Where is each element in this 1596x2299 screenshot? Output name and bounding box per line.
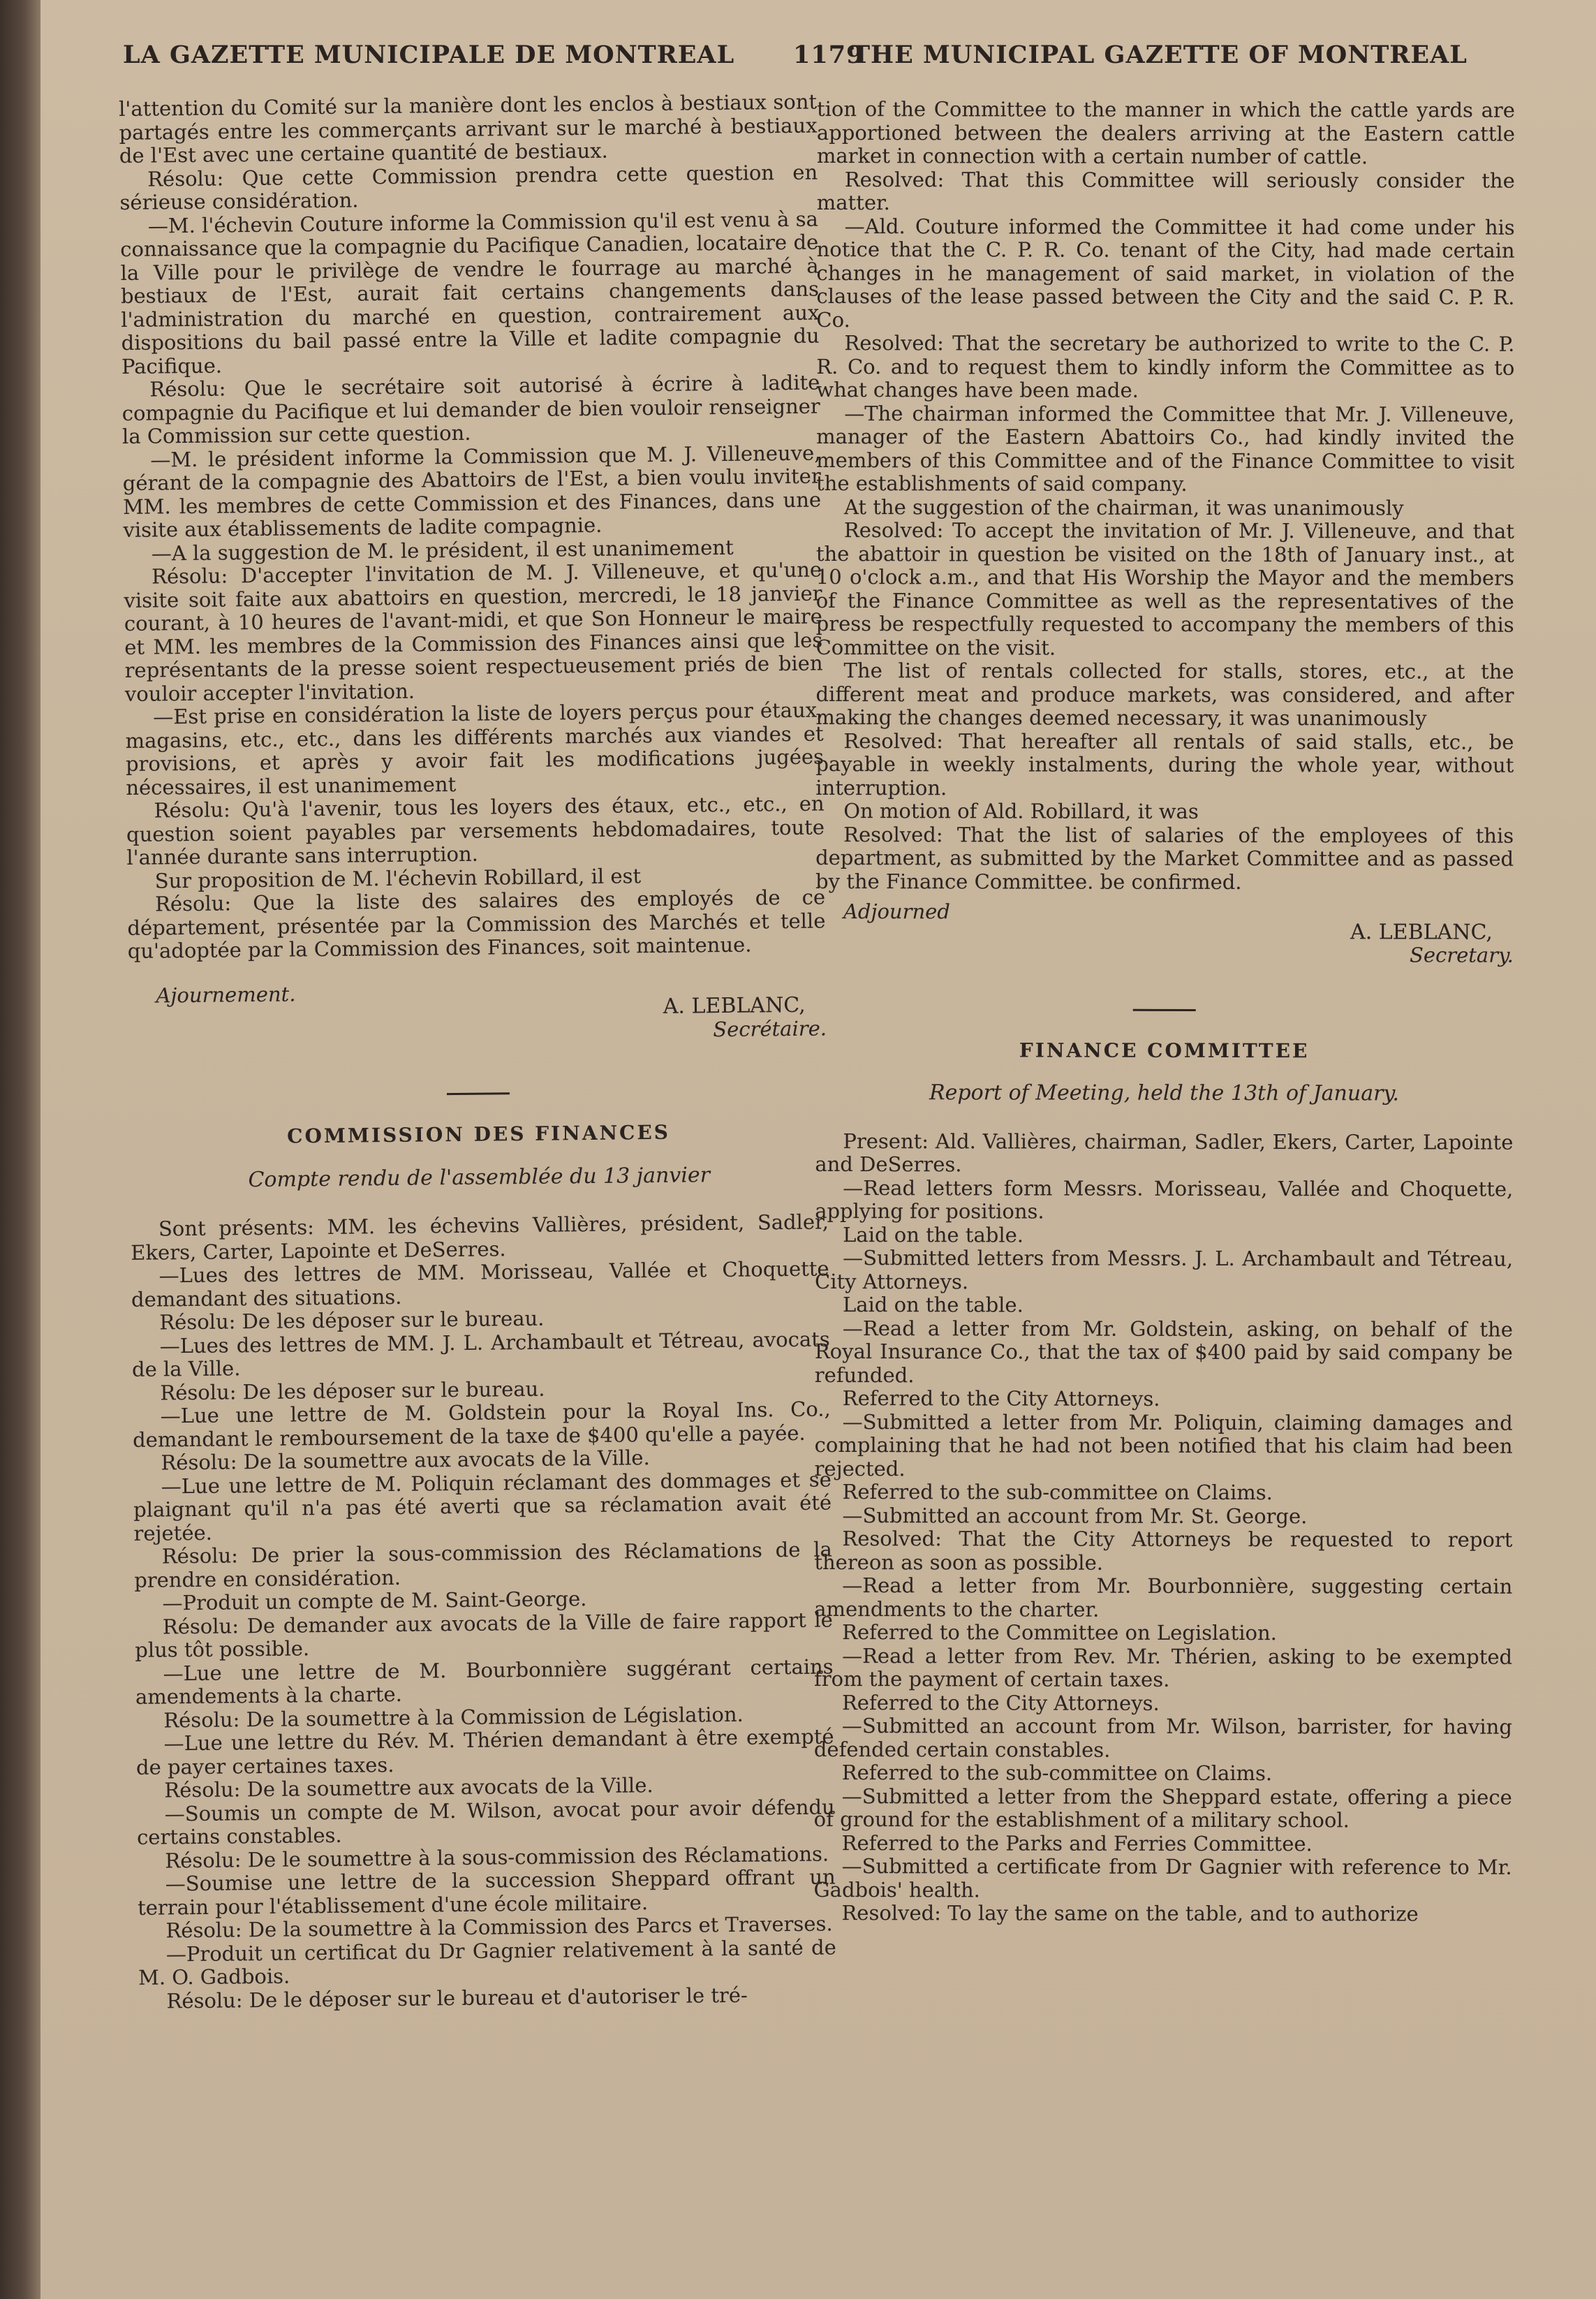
book-spine	[0, 0, 40, 2299]
paragraph: Résolu: Que la liste des salaires des employés de ce département, présentée par la Commission des Marchés et telle qu'adoptée par la Commission des Finances, soit maintenue.	[127, 885, 826, 963]
page-number: 1179	[793, 41, 864, 69]
section-divider	[447, 1092, 510, 1095]
signature-title: Secrétaire.	[713, 1015, 827, 1041]
adjournment: Adjourned	[843, 899, 950, 924]
paragraph: Sont présents: MM. les échevins Vallières, président, Sadler, Ekers, Carter, Lapointe et DeSerres.	[131, 1210, 829, 1265]
paragraph: Referred to the City Attorneys.	[841, 1690, 1160, 1715]
section-title: FINANCE COMMITTEE	[1019, 1038, 1310, 1062]
paragraph: Résolu: De le soumettre à la sous-commission des Réclamations.	[165, 1841, 829, 1872]
paragraph: —Submitted a letter from Mr. Poliquin, claiming damages and complaining that he had not been notified that his claim had been rejected.	[814, 1409, 1513, 1481]
paragraph: —M. l'échevin Couture informe la Commission qu'il est venu à sa connaissance que la compagnie du Pacifique Canadien, locataire de la Ville pour le privilège de vendre le fourrage au marché à bestiaux de l'Est, aurait fait certains changements dans l'administration du marché en question, contrairement aux dispositions du bail passé entre la Ville et ladite compagnie du Pacifique.	[120, 207, 820, 379]
gazette-page	[40, 0, 1596, 2299]
english-column	[813, 97, 1516, 1926]
paragraph: —Submitted an account from Mr. Wilson, barrister, for having defended certain constables.	[813, 1714, 1512, 1762]
paragraph: Résolu: Que cette Commission prendra cette question en sérieuse considération.	[119, 160, 818, 214]
section-subtitle: Compte rendu de l'assemblée du 13 janvier	[248, 1162, 711, 1192]
paragraph: Résolu: De prier la sous-commission des Réclamations de la prendre en considération.	[134, 1537, 832, 1592]
paragraph: Referred to the sub-committee on Claims.	[841, 1761, 1273, 1786]
signature-title: Secretary.	[1409, 943, 1514, 967]
paragraph: —Read a letter from Rev. Mr. Thérien, asking to be exempted from the payment of certain taxes.	[814, 1643, 1513, 1691]
paragraph: Résolu: D'accepter l'invitation de M. J. Villeneuve, et qu'une visite soit faite aux abattoirs en question, mercredi, le 18 janvier courant, à 10 heures de l'avant-midi, et que Son Honneur le maire et MM. les membres de la Commission des Finances ainsi que les représentants de la presse soient respectueusement priés de bien vouloir accepter l'invitation.	[124, 557, 823, 706]
page-header	[40, 41, 1596, 82]
paragraph: Referred to the Parks and Ferries Committee.	[841, 1830, 1313, 1856]
paragraph: —Lue une lettre de M. Poliquin réclamant des dommages et se plaignant qu'il n'a pas été averti que sa réclamation avait été rejetée.	[133, 1467, 832, 1545]
paragraph: Resolved: That hereafter all rentals of said stalls, etc., be payable in weekly instalments, during the whole year, without interruption.	[815, 728, 1514, 800]
english-market-minutes	[815, 98, 1515, 895]
header-english-title: THE MUNICIPAL GAZETTE OF MONTREAL	[852, 41, 1468, 69]
paragraph: —A la suggestion de M. le président, il est unanimement	[151, 535, 734, 566]
paragraph: tion of the Committee to the manner in which the cattle yards are apportioned between the dealers arriving at the Eastern cattle market in connection with a certain number of cattle.	[816, 97, 1516, 169]
section-subtitle: Report of Meeting, held the 13th of January.	[929, 1080, 1399, 1106]
paragraph: On motion of Ald. Robillard, it was	[843, 799, 1199, 823]
paragraph: —Ald. Couture informed the Committee it had come under his notice that the C. P. R. Co. tenant of the City, had made certain changes in he management of said market, in violation of the clauses of the lease passed between the City and the said C. P. R. Co.	[816, 214, 1515, 332]
paragraph: Resolved: That this Committee will seriously consider the matter.	[816, 167, 1515, 215]
section-divider	[1133, 1008, 1196, 1011]
paragraph: —The chairman informed the Committee that Mr. J. Villeneuve, manager of the Eastern Abattoirs Co., had kindly invited the members of this Committee and of the Finance Committee to visit the establishments of said company.	[816, 401, 1515, 496]
paragraph: —Lues des lettres de MM. Morisseau, Vallée et Choquette demandant des situations.	[131, 1256, 829, 1312]
french-market-minutes	[119, 91, 826, 964]
paragraph: —Soumise une lettre de la succession Sheppard offrant un terrain pour l'établissement d'une école militaire.	[137, 1865, 836, 1920]
paragraph: Resolved: To lay the same on the table, and to authorize	[841, 1901, 1419, 1926]
french-column	[118, 89, 836, 2013]
french-finance-minutes	[131, 1210, 837, 2013]
paragraph: —Lues des lettres de MM. J. L. Archambault et Tétreau, avocats de la Ville.	[131, 1326, 830, 1381]
paragraph: —M. le président informe la Commission que M. J. Villeneuve, gérant de la compagnie des Abattoirs de l'Est, a bien voulu inviter MM. les membres de cette Commission et des Finances, dans une visite aux établissements de ladite compagnie.	[122, 441, 822, 542]
paragraph: Resolved: That the secretary be authorized to write to the C. P. R. Co. and to request them to kindly inform the Committee as to what changes have been made.	[816, 331, 1515, 402]
paragraph: Résolu: De les déposer sur le bureau.	[160, 1376, 545, 1404]
paragraph: Laid on the table.	[843, 1222, 1024, 1247]
paragraph: —Submitted letters from Messrs. J. L. Archambault and Tétreau, City Attorneys.	[815, 1246, 1514, 1293]
paragraph: Résolu: Qu'à l'avenir, tous les loyers des étaux, etc., etc., en question soient payables par versements hebdomadaires, toute l'année durante sans interruption.	[126, 791, 825, 869]
paragraph: Résolu: De la soumettre aux avocats de la Ville.	[161, 1446, 650, 1475]
paragraph: —Submitted a letter from the Sheppard estate, offering a piece of ground for the establishment of a military school.	[813, 1784, 1512, 1832]
paragraph: Sur proposition de M. l'échevin Robillard, il est	[154, 863, 642, 893]
english-finance-minutes	[813, 1129, 1513, 1926]
paragraph: —Lue une lettre du Rév. M. Thérien demandant à être exempté de payer certaines taxes.	[135, 1724, 834, 1779]
paragraph: Résolu: De les déposer sur le bureau.	[159, 1306, 545, 1335]
paragraph: Referred to the sub-committee on Claims.	[842, 1480, 1273, 1505]
signature-name: A. LEBLANC,	[1350, 919, 1493, 945]
paragraph: —Produit un compte de M. Saint-George.	[162, 1587, 587, 1615]
adjournment: Ajournement.	[156, 981, 296, 1008]
paragraph: Résolu: De la soumettre à la Commission des Parcs et Traverses.	[165, 1911, 833, 1943]
paragraph: —Produit un certificat du Dr Gagnier relativement à la santé de M. O. Gadbois.	[138, 1934, 836, 1990]
paragraph: Résolu: De la soumettre à la Commission de Législation.	[163, 1702, 744, 1732]
paragraph: —Read letters form Messrs. Morisseau, Vallée and Choquette, applying for positions.	[815, 1175, 1514, 1224]
paragraph: —Soumis un compte de M. Wilson, avocat pour avoir défendu certains constables.	[136, 1794, 835, 1849]
paragraph: —Lue une lettre de M. Goldstein pour la Royal Ins. Co., demandant le remboursement de la taxe de $400 qu'elle a payée.	[132, 1397, 831, 1452]
paragraph: Résolu: Que le secrétaire soit autorisé à écrire à ladite compagnie du Pacifique et lui demander de bien vouloir renseigner la Commission sur cette question.	[121, 370, 820, 448]
paragraph: The list of rentals collected for stalls, stores, etc., at the different meat and produce markets, was considered, and after making the changes deemed necessary, it was unanimously	[815, 659, 1514, 730]
paragraph: —Read a letter from Mr. Bourbonnière, suggesting certain amendments to the charter.	[814, 1573, 1513, 1622]
paragraph: Résolu: De la soumettre aux avocats de la Ville.	[164, 1773, 653, 1802]
paragraph: Referred to the Committee on Legislation.	[842, 1620, 1277, 1645]
header-french-title: LA GAZETTE MUNICIPALE DE MONTREAL	[123, 41, 735, 69]
paragraph: Résolu: De le déposer sur le bureau et d'autoriser le tré-	[166, 1983, 748, 2013]
paragraph: —Est prise en considération la liste de loyers perçus pour étaux, magasins, etc., etc., dans les différents marchés aux viandes et provisions, et après y avoir fait les modifications jugées nécessaires, il est unanimement	[125, 698, 825, 800]
signature-name: A. LEBLANC,	[663, 992, 806, 1019]
paragraph: Resolved: That the City Attorneys be requested to report thereon as soon as possible.	[814, 1527, 1513, 1575]
paragraph: Resolved: To accept the invitation of Mr. J. Villeneuve, and that the abattoir in question be visited on the 18th of January inst., at 10 o'clock a.m., and that His Worship the Mayor and the members of the Finance Committee as well as the representatives of the press be respectfully requested to accompany the members of this Committee on the visit.	[815, 518, 1514, 660]
paragraph: Present: Ald. Vallières, chairman, Sadler, Ekers, Carter, Lapointe and DeSerres.	[815, 1129, 1514, 1177]
paragraph: —Read a letter from Mr. Goldstein, asking, on behalf of the Royal Insurance Co., that the tax of $400 paid by said company be refunded.	[814, 1316, 1513, 1387]
paragraph: Referred to the City Attorneys.	[842, 1386, 1160, 1411]
paragraph: —Lue une lettre de M. Bourbonnière suggérant certains amendements à la charte.	[135, 1654, 834, 1709]
paragraph: At the suggestion of the chairman, it was unanimously	[843, 494, 1404, 520]
section-title: COMMISSION DES FINANCES	[287, 1120, 671, 1148]
paragraph: Resolved: That the list of salaries of the employees of this department, as submitted by the Market Committee and as passed by the Finance Committee. be confirmed.	[815, 822, 1514, 894]
paragraph: —Submitted an account from Mr. St. George.	[842, 1503, 1308, 1528]
paragraph: Laid on the table.	[842, 1293, 1024, 1317]
paragraph: —Submitted a certificate from Dr Gagnier with reference to Mr. Gadbois' health.	[813, 1854, 1512, 1902]
paragraph: l'attention du Comité sur la manière dont les enclos à bestiaux sont partagés entre les commerçants arrivant sur le marché à bestiaux de l'Est avec une certaine quantité de bestiaux.	[118, 89, 818, 168]
paragraph: Résolu: De demander aux avocats de la Ville de faire rapport le plus tôt possible.	[135, 1607, 834, 1662]
